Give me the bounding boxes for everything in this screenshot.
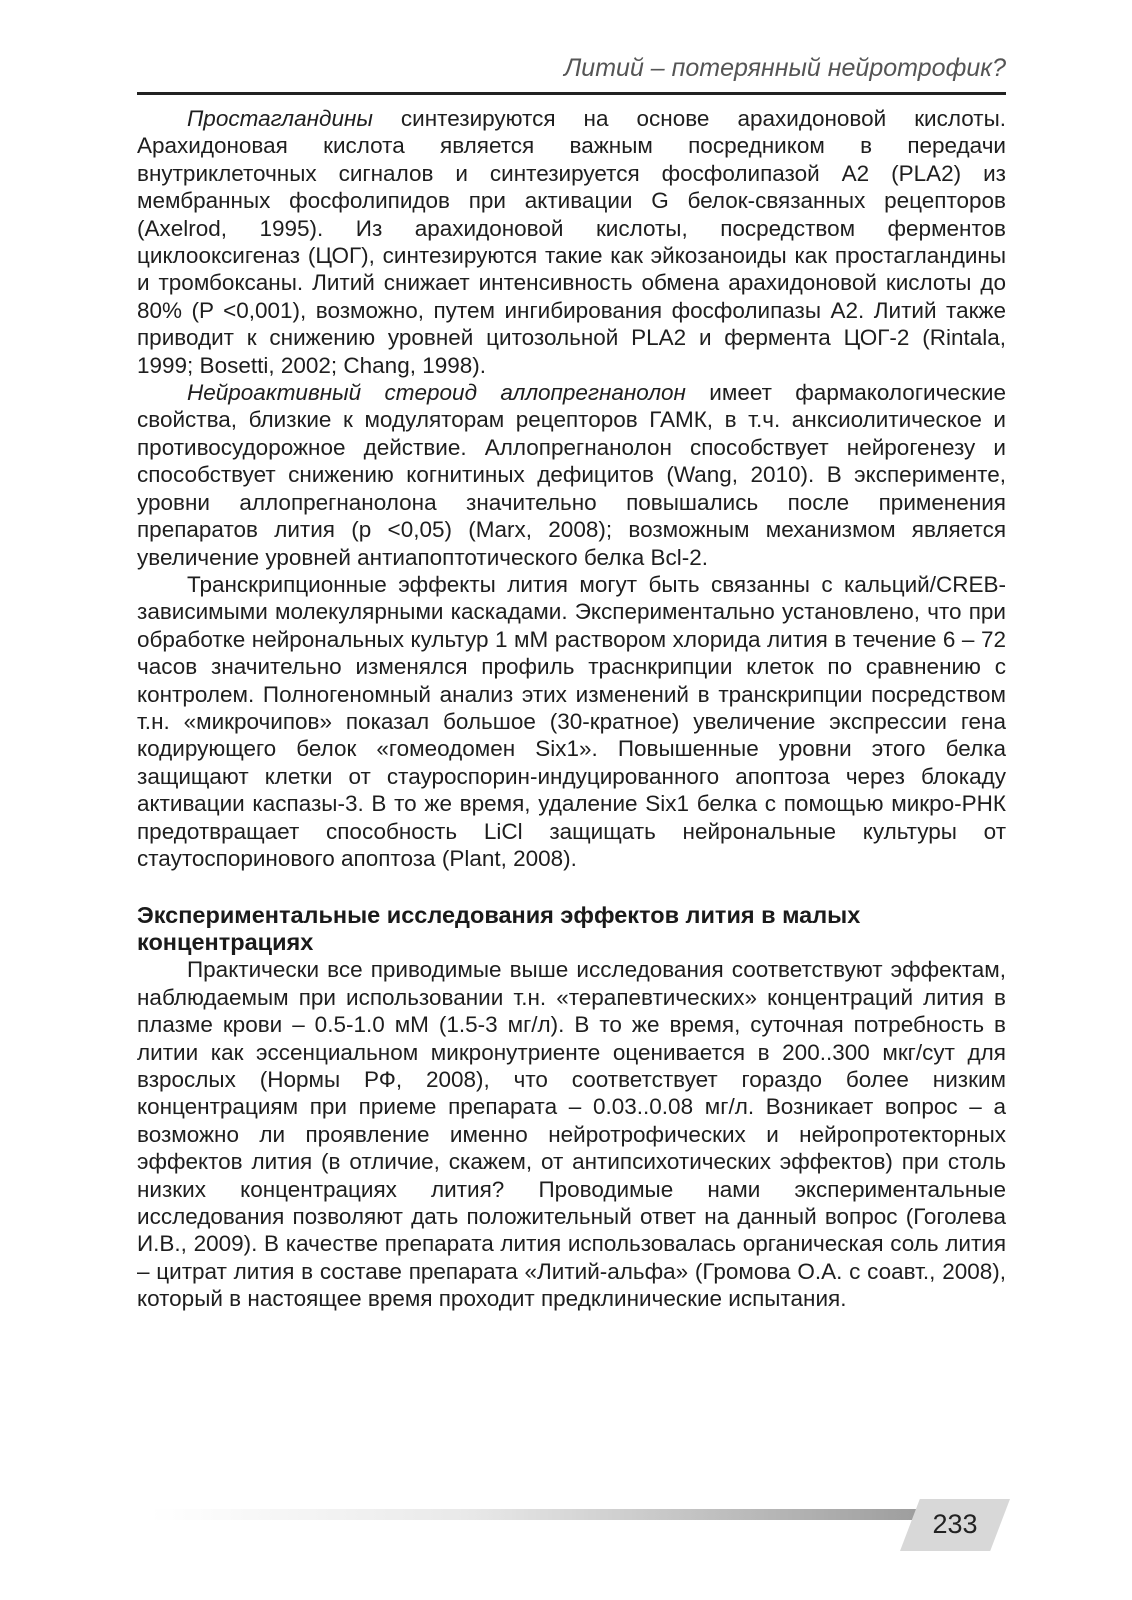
paragraph-transcription <box>137 571 1006 872</box>
section-paragraph: Практически все приводимые выше исследования соответствуют эффектам, наблюдаемым при использовании т.н. «терапевтических» концентраций лития в плазме крови – 0.5-1.0 мМ (1.5-3 мг/л). В то же время, суточная потребность в литии как эссенциальном микронутриенте оценивается в 200..300 мкг/сут для взрослых (Нормы РФ, 2008), что соответствует гораздо более низким концентрациям при приеме препарата – 0.03..0.08 мг/л. Возникает вопрос – а возможно ли проявление именно нейротрофических и нейропротекторных эффектов лития (в отличие, скажем, от антипсихотических эффектов) при столь низких концентрациях лития? Проводимые нами экспериментальные исследования позволяют дать положительный ответ на данный вопрос (Гоголева И.В., 2009). В качестве препарата лития использовалась органическая соль лития – цитрат лития в составе препарата «Литий-альфа» (Громова О.А. с соавт., 2008), который в настоящее время проходит предклинические испытания. <box>137 957 1006 1312</box>
paragraph-text: Транскрипционные эффекты лития могут быть связанны с кальций/CREB-зависимыми молекулярными каскадами. Экспериментально установлено, что при обработке нейрональных культур 1 мМ раствором хлорида лития в течение 6 – 72 часов значительно изменялся профиль траснкрипции клеток по сравнению с контролем. Полногеномный анализ этих изменений в транскрипции посредством т.н. «микрочипов» показал большое (30-кратное) увеличение экспрессии гена кодирующего белок «гомеодомен Six1». Повышенные уровни этого белка защищают клетки от стауроспорин-индуцированного апоптоза через блокаду активации каспазы-3. В то же время, удаление Six1 белка с помощью микро-РНК предотвращает способность LiCl защищать нейрональные культуры от стаутоспоринового апоптоза (Plant, 2008). <box>137 571 1006 871</box>
footer-gradient-bar <box>150 1509 940 1520</box>
section-heading: Экспериментальные исследования эффектов лития в малых концентрациях <box>137 902 861 956</box>
paragraph-text: имеет фармакологические свойства, близкие к модуляторам рецепторов ГАМК, в т.ч. анксиолитическое и противосудорожное действие. Аллопрегнанолон способствует нейрогенезу и способствует снижению когнитиных дефицитов (Wang, 2010). В эксперименте, уровни аллопрегнанолона значительно повышались после применения препаратов лития (p <0,05) (Marx, 2008); возможным механизмом является увеличение уровней антиапоптотического белка Bcl-2. <box>137 380 1007 570</box>
term-prostaglandins: Простагландины <box>187 106 373 131</box>
paragraph-text: синтезируются на основе арахидоновой кислоты. Арахидоновая кислота является важным посредником в передачи внутриклеточных сигналов и синтезируется фосфолипазой А2 (PLA2) из мембранных фосфолипидов при активации G белок-связанных рецепторов (Axelrod, 1995). Из арахидоновой кислоты, посредством ферментов циклооксигеназ (ЦОГ), синтезируются такие как эйкозаноиды как простагландины и тромбоксаны. Литий снижает интенсивность обмена арахидоновой кислоты до 80% (P <0,001), возможно, путем ингибирования фосфолипазы А2. Литий также приводит к снижению уровней цитозольной PLA2 и фермента ЦОГ-2 (Rintala, 1999; Bosetti, 2002; Chang, 1998). <box>137 106 1006 378</box>
header-rule <box>137 92 1006 95</box>
page-body <box>137 105 1006 1313</box>
paragraph-prostaglandins <box>137 105 1006 379</box>
running-title: Литий – потерянный нейротрофик? <box>564 54 1006 82</box>
term-allopregnanolone: Нейроактивный стероид аллопрегнанолон <box>187 380 686 406</box>
paragraph-allopregnanolone <box>137 379 1006 571</box>
page-number: 233 <box>932 1509 978 1539</box>
